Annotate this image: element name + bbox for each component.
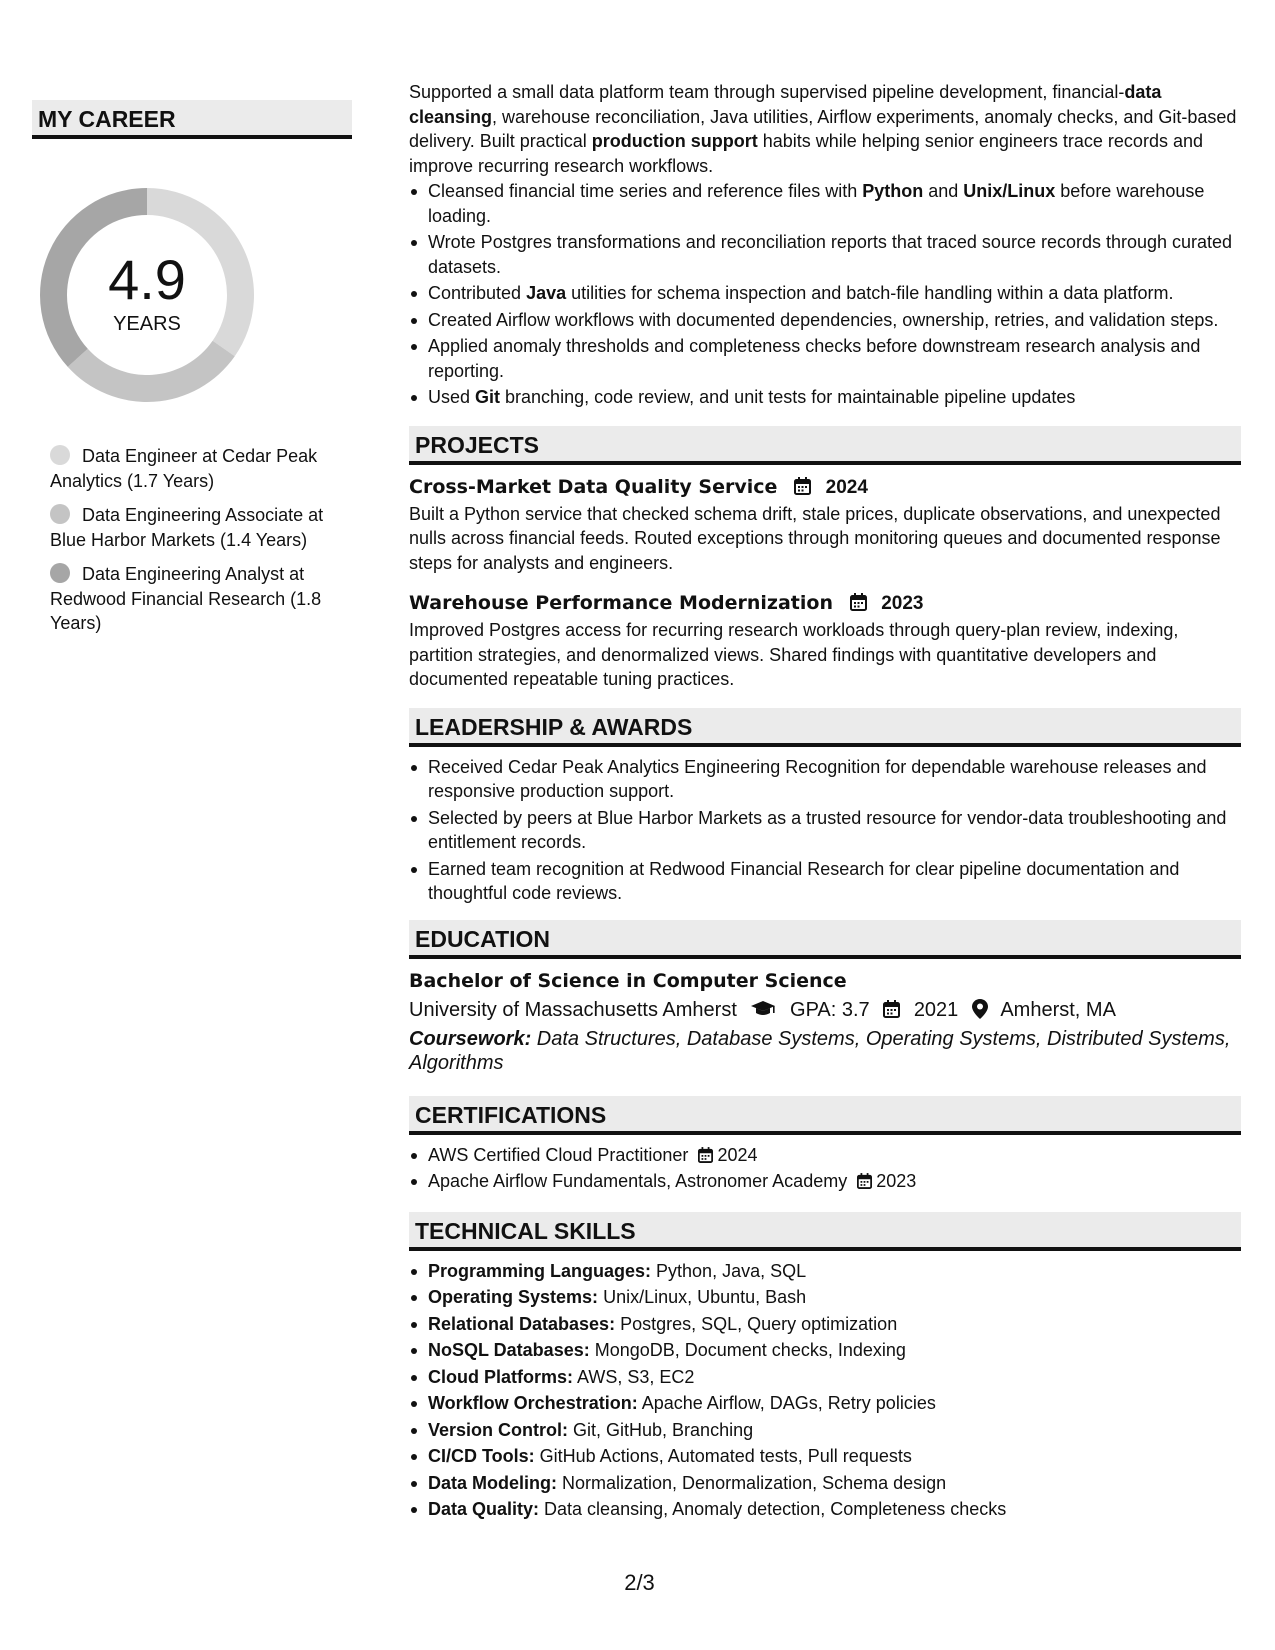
intro-text: habits while helping senior engineers trace records and improve recurring research workflows. (409, 131, 1203, 176)
total-years-label: YEARS (113, 313, 181, 335)
leadership-list (409, 755, 1241, 906)
skill-item: Version Control: Git, GitHub, Branching (409, 1418, 1241, 1443)
skills-heading: TECHNICAL SKILLS (409, 1212, 1241, 1251)
intro-keyword: production support (591, 131, 758, 151)
list-item: Created Airflow workflows with documented dependencies, ownership, retries, and validation steps. (409, 308, 1241, 333)
legend-dot (50, 563, 70, 583)
skill-item: Cloud Platforms: AWS, S3, EC2 (409, 1365, 1241, 1390)
project-title-row (409, 473, 1241, 502)
list-item: Applied anomaly thresholds and completeness checks before downstream research analysis and reporting. (409, 334, 1241, 383)
legend-text: Data Engineering Associate at Blue Harbor Markets (1.4 Years) (50, 505, 324, 550)
skill-item: NoSQL Databases: MongoDB, Document checks, Indexing (409, 1338, 1241, 1363)
leadership-heading: LEADERSHIP & AWARDS (409, 708, 1241, 747)
skill-item: Data Quality: Data cleansing, Anomaly detection, Completeness checks (409, 1497, 1241, 1522)
career-donut-chart (32, 180, 262, 410)
legend-text: Data Engineering Analyst at Redwood Financial Research (1.8 Years) (50, 564, 322, 633)
legend-item (50, 503, 340, 552)
education-heading: EDUCATION (409, 920, 1241, 959)
project-description: Improved Postgres access for recurring research workloads through query-plan review, indexing, partition strategies, and denormalized views. Shared findings with quantitative developers and documented repeatable tuning practices. (409, 620, 1179, 689)
degree-title: Bachelor of Science in Computer Science (409, 969, 847, 992)
list-item: Contributed Java utilities for schema inspection and batch-file handling within a data platform. (409, 281, 1241, 306)
list-item: Used Git branching, code review, and unit tests for maintainable pipeline updates (409, 385, 1241, 410)
page-number: 2/3 (624, 1570, 655, 1595)
career-sidebar (32, 100, 352, 139)
certifications-list (409, 1143, 1241, 1194)
list-item: Received Cedar Peak Analytics Engineering Recognition for dependable warehouse releases and responsive production support. (409, 755, 1241, 804)
legend-item (50, 444, 340, 493)
legend-text: Data Engineer at Cedar Peak Analytics (1.7 Years) (50, 446, 318, 491)
career-heading: MY CAREER (32, 100, 352, 139)
list-item: Selected by peers at Blue Harbor Markets as a trusted resource for vendor-data troubleshooting and entitlement records. (409, 806, 1241, 855)
calendar-icon (857, 1173, 872, 1189)
graduation-cap-icon (750, 1000, 776, 1018)
intro-text: , warehouse reconciliation, Java utilities, Airflow experiments, anomaly checks, and Git-based delivery. Built practical (409, 106, 1237, 151)
cert-year: 2023 (876, 1171, 917, 1191)
projects-heading: PROJECTS (409, 426, 1241, 465)
skills-list (409, 1259, 1241, 1522)
list-item: Wrote Postgres transformations and reconciliation reports that traced source records through curated datasets. (409, 230, 1241, 279)
list-item (409, 1143, 1241, 1168)
total-years-value: 4.9 (108, 248, 186, 311)
project-description: Built a Python service that checked schema drift, stale prices, duplicate observations, and unexpected nulls across financial feeds. Routed exceptions through monitoring queues and documented response steps for analysts and engineers. (409, 503, 1221, 573)
cert-name: AWS Certified Cloud Practitioner (428, 1144, 689, 1165)
coursework: Coursework: Data Structures, Database Systems, Operating Systems, Distributed Systems, Algorithms (409, 1027, 1231, 1074)
school-name: University of Massachusetts Amherst (409, 998, 737, 1021)
main-column (409, 80, 1241, 1524)
skill-item: Data Modeling: Normalization, Denormalization, Schema design (409, 1471, 1241, 1496)
project-title-row (409, 589, 1241, 618)
list-item (409, 1169, 1241, 1194)
cert-year: 2024 (717, 1144, 758, 1165)
list-item: Cleansed financial time series and reference files with Python and Unix/Linux before warehouse loading. (409, 179, 1241, 228)
calendar-icon (883, 1000, 900, 1018)
list-item: Earned team recognition at Redwood Financial Research for clear pipeline documentation and thoughtful code reviews. (409, 857, 1241, 906)
cert-name: Apache Airflow Fundamentals, Astronomer Academy (428, 1171, 848, 1191)
certifications-heading: CERTIFICATIONS (409, 1096, 1241, 1135)
donut-slice (68, 341, 235, 402)
project-title: Warehouse Performance Modernization (409, 592, 833, 614)
location-pin-icon (972, 999, 988, 1019)
skill-item: Workflow Orchestration: Apache Airflow, DAGs, Retry policies (409, 1391, 1241, 1416)
gpa: GPA: 3.7 (790, 998, 870, 1021)
project-title: Cross-Market Data Quality Service (409, 475, 778, 498)
skill-item: Relational Databases: Postgres, SQL, Query optimization (409, 1312, 1241, 1337)
school-location: Amherst, MA (1000, 998, 1116, 1021)
legend-item (50, 562, 340, 636)
project-entry (409, 473, 1241, 576)
skill-item: Programming Languages: Python, Java, SQL (409, 1259, 1241, 1284)
legend-dot (50, 445, 70, 465)
education-details (409, 995, 1241, 1025)
intro-keyword: data cleansing (409, 82, 1162, 127)
skill-item: Operating Systems: Unix/Linux, Ubuntu, Bash (409, 1285, 1241, 1310)
graduation-year: 2021 (913, 998, 959, 1021)
calendar-icon (850, 593, 867, 611)
project-entry (409, 589, 1241, 692)
career-legend (50, 444, 340, 646)
experience-intro (409, 80, 1241, 178)
skill-item: CI/CD Tools: GitHub Actions, Automated tests, Pull requests (409, 1444, 1241, 1469)
calendar-icon (698, 1147, 713, 1163)
legend-dot (50, 504, 70, 524)
project-year: 2023 (881, 593, 924, 614)
project-year: 2024 (825, 476, 868, 498)
calendar-icon (794, 477, 811, 495)
experience-bullets (409, 179, 1241, 410)
intro-text: Supported a small data platform team through supervised pipeline development, financial- (409, 82, 1125, 102)
